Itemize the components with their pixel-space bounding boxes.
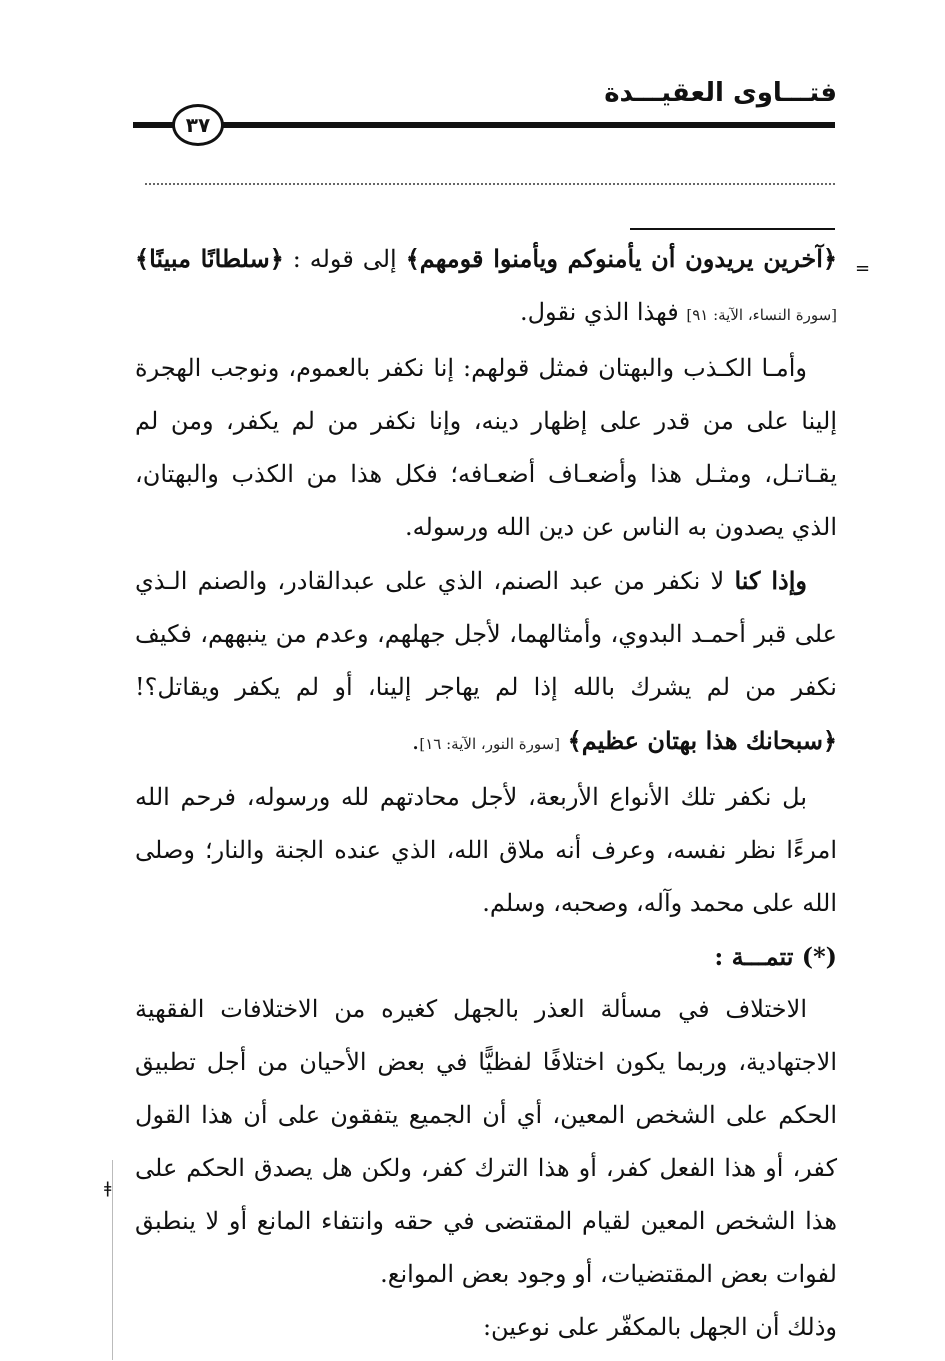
quran-verse: سبحانك هذا بهتان عظيم bbox=[581, 726, 823, 755]
text-segment: . bbox=[411, 727, 420, 755]
binding-edge-line bbox=[112, 1160, 113, 1360]
quran-verse: آخرين يريدون أن يأمنوكم ويأمنوا قومهم bbox=[419, 244, 823, 273]
verse-open-a: ﴿ bbox=[822, 244, 838, 273]
paragraph-2: وأمـا الكـذب والبهتان فمثل قولهم: إنا نكفر بالعموم، ونوجب الهجرة إلينا على من قدر على إظهار دينه، وإنا نكفر من لم يكفر، ومن لم يقـاتـل، ومثـل هذا وأضعـاف أضعـافه؛ فكل هذا من الكذب والبهتان، الذي يصدون به الناس عن دين الله ورسوله. bbox=[135, 354, 837, 541]
dotted-separator bbox=[145, 183, 835, 185]
footnote-rule bbox=[630, 228, 835, 230]
section-heading: (*) تتمـــة : bbox=[714, 942, 837, 971]
paragraph-lead: وإذا كنا bbox=[734, 566, 808, 595]
verse-open-c: ﴿ bbox=[822, 726, 837, 755]
text-segment: إلى قوله : bbox=[283, 245, 406, 273]
quran-verse: سلطانًا مبينًا bbox=[149, 244, 270, 273]
paragraph-1 bbox=[135, 232, 837, 342]
margin-mark-lower: ǂ bbox=[104, 1178, 112, 1197]
text-segment: لا نكفر من عبد الصنم، الذي على عبدالقادر، والصنم الـذي على قبر أحمـد البدوي، وأمثالهما، لأجل جهلهم، وعدم من ينبههم، فكيف نكفر من لم يشرك بالله إذا لم يهاجر إلينا، أو لم يكفر ويقاتل؟! bbox=[135, 567, 837, 701]
header-rule bbox=[133, 122, 835, 128]
verse-reference: [سورة النساء، الآية: ٩١] bbox=[686, 306, 837, 324]
page-body bbox=[135, 232, 837, 1354]
text-segment: فهذا الذي نقول. bbox=[519, 298, 687, 326]
verse-reference: [سورة النور، الآية: ١٦] bbox=[419, 735, 561, 753]
verse-close-c: ﴾ bbox=[567, 726, 582, 755]
margin-mark: = bbox=[855, 258, 871, 279]
paragraph-5: الاختلاف في مسألة العذر بالجهل كغيره من الاختلافات الفقهية الاجتهادية، وربما يكون اختلافًا لفظيًّا في بعض الأحيان من أجل تطبيق الحكم على الشخص المعين، أي أن الجميع يتفقون على أن هذا القول كفر، أو هذا الفعل كفر، أو هذا الترك كفر، ولكن هل يصدق الحكم على هذا الشخص المعين لقيام المقتضى في حقه وانتفاء المانع أو لا ينطبق لفوات بعض المقتضيات، أو وجود بعض الموانع. bbox=[135, 995, 837, 1288]
paragraph-3 bbox=[135, 554, 837, 771]
page-number: ٣٧ bbox=[172, 104, 224, 146]
paragraph-4: بل نكفر تلك الأنواع الأربعة، لأجل محادتهم لله ورسوله، فرحم الله امرءًا نظر نفسه، وعرف أنه ملاق الله، الذي عنده الجنة والنار؛ وصلى الله على محمد وآله، وصحبه، وسلم. bbox=[135, 783, 837, 917]
book-title: فتـــاوى العقيـــدة bbox=[604, 78, 837, 108]
verse-close-a: ﴾ bbox=[405, 244, 420, 273]
verse-open-b: ﴿ bbox=[269, 244, 284, 273]
paragraph-6: وذلك أن الجهل بالمكفّر على نوعين: bbox=[482, 1313, 837, 1341]
verse-close-b: ﴾ bbox=[135, 244, 150, 273]
